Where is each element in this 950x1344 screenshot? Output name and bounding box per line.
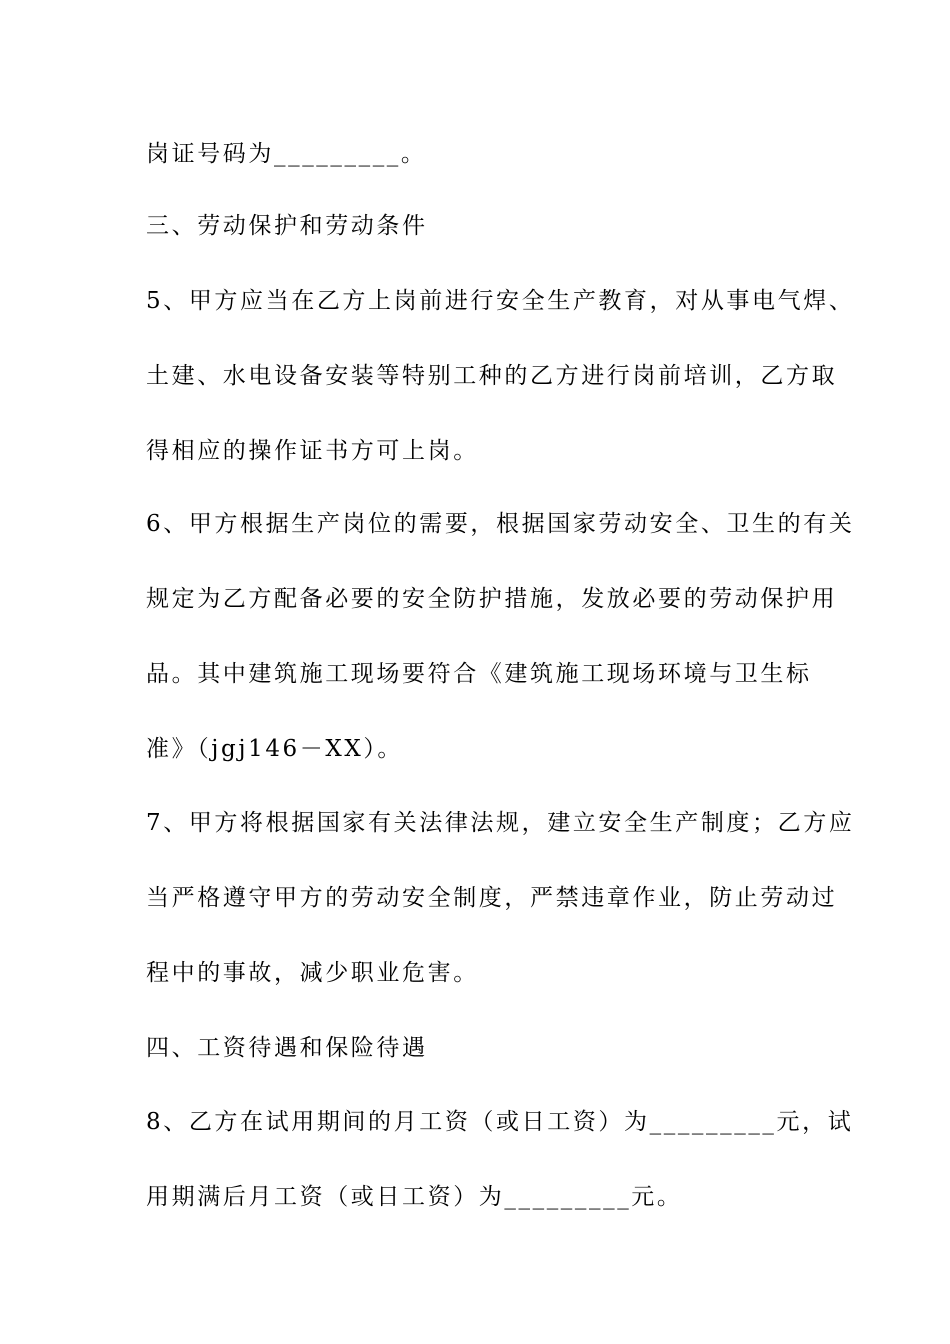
section-heading: 四、工资待遇和保险待遇 xyxy=(146,1035,428,1061)
text-line: 品。其中建筑施工现场要符合《建筑施工现场环境与卫生标 xyxy=(146,661,812,687)
text-line: 规定为乙方配备必要的安全防护措施，发放必要的劳动保护用 xyxy=(146,586,838,612)
text-line: 准》（jgj146－XX）。 xyxy=(146,736,404,762)
text-line: 得相应的操作证书方可上岗。 xyxy=(146,438,479,464)
text-line: 5、甲方应当在乙方上岗前进行安全生产教育，对从事电气焊、 xyxy=(146,288,855,314)
text-line: 7、甲方将根据国家有关法律法规，建立安全生产制度；乙方应 xyxy=(146,810,855,836)
section-heading: 三、劳动保护和劳动条件 xyxy=(146,213,428,239)
text-line: 土建、水电设备安装等特别工种的乙方进行岗前培训，乙方取 xyxy=(146,363,838,389)
text-line: 用期满后月工资（或日工资）为_________元。 xyxy=(146,1184,683,1210)
text-line: 程中的事故，减少职业危害。 xyxy=(146,960,479,986)
text-line: 岗证号码为_________。 xyxy=(146,141,427,167)
text-line: 当严格遵守甲方的劳动安全制度，严禁违章作业，防止劳动过 xyxy=(146,885,838,911)
text-line: 6、甲方根据生产岗位的需要，根据国家劳动安全、卫生的有关 xyxy=(146,511,855,537)
text-line: 8、乙方在试用期间的月工资（或日工资）为_________元，试 xyxy=(146,1109,854,1135)
